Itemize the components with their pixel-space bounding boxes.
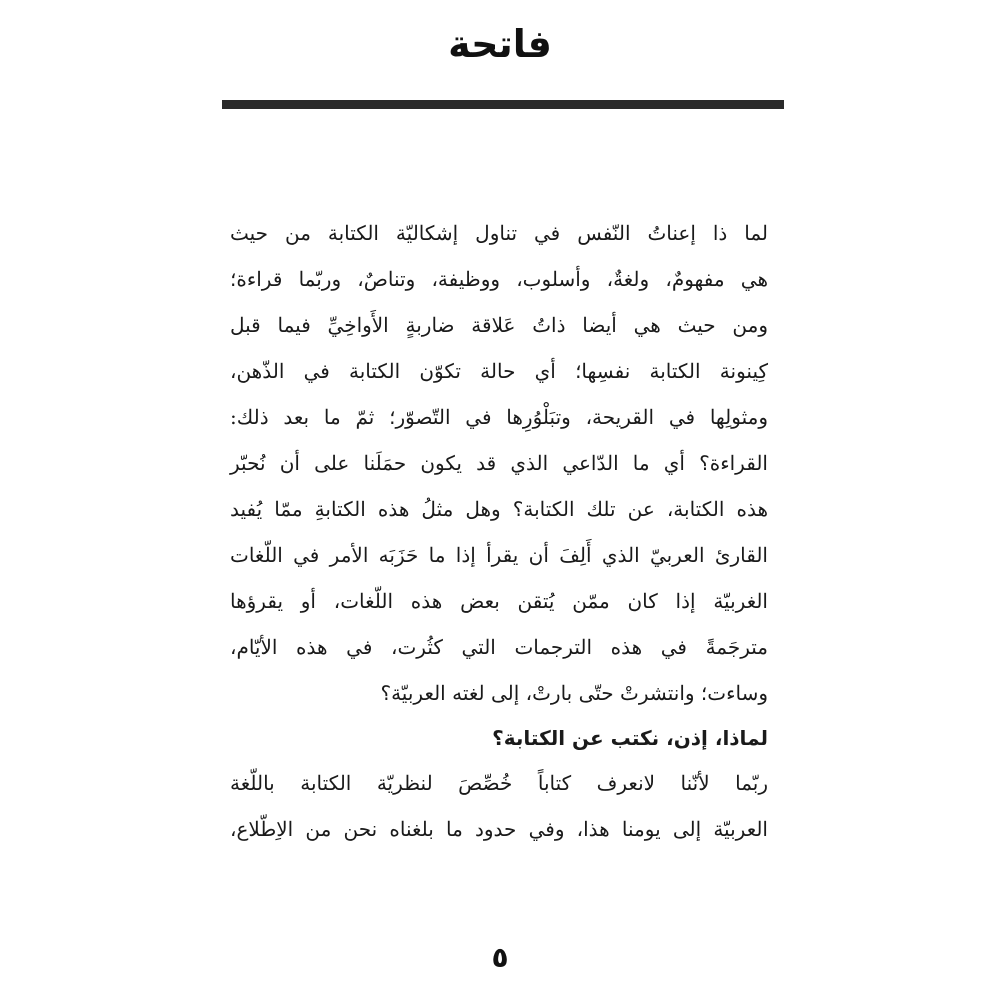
- text-line: ومثولِها في القريحة، وتبَلْوُرِها في التّصوّر؛ ثمّ ما بعد ذلك:: [230, 405, 768, 429]
- title-rule: [222, 100, 784, 109]
- text-line: كِينونة الكتابة نفسِها؛ أي حالة تكوّن الكتابة في الذّهن،: [230, 359, 768, 383]
- body-text: [230, 210, 768, 852]
- page-number: ٥: [491, 941, 509, 974]
- text-line: ومن حيث هي أيضا ذاتُ عَلاقة ضاربةٍ الأَواخِيِّ فيما قبل: [230, 313, 768, 337]
- text-line: هي مفهومٌ، ولغةٌ، وأسلوب، ووظيفة، وتناصٌ، وربّما قراءة؛: [230, 267, 768, 291]
- text-line: الغربيّة إذا كان ممّن يُتقن بعض هذه اللّغات، أو يقرؤها: [230, 589, 768, 613]
- text-line: العربيّة إلى يومنا هذا، وفي حدود ما بلغناه نحن من الاِطّلاع،: [230, 817, 768, 841]
- paragraph-2: [230, 760, 768, 852]
- text-line: القارئ العربيّ الذي أَلِفَ أن يقرأ إذا ما حَزَبَه الأمر في اللّغات: [230, 543, 768, 567]
- text-line: مترجَمةً في هذه الترجمات التي كثُرت، في هذه الأيّام،: [230, 635, 768, 659]
- text-line: وساءت؛ وانتشرتْ حتّى بارتْ، إلى لغته العربيّة؟: [380, 681, 768, 705]
- chapter-title: فاتحة: [448, 22, 552, 66]
- text-line: ربّما لأنّنا لانعرف كتاباً خُصِّصَ لنظريّة الكتابة باللّغة: [230, 771, 768, 795]
- section-heading: لماذا، إذن، نكتب عن الكتابة؟: [492, 726, 768, 750]
- text-line: القراءة؟ أي ما الدّاعي الذي قد يكون حمَلَنا على أن نُحبّر: [230, 451, 768, 475]
- text-line: هذه الكتابة، عن تلك الكتابة؟ وهل مثلُ هذه الكتابةِ ممّا يُفيد: [230, 497, 768, 521]
- text-line: لما ذا إعناتُ النّفس في تناول إشكاليّة الكتابة من حيث: [230, 221, 768, 245]
- paragraph-1: [230, 210, 768, 716]
